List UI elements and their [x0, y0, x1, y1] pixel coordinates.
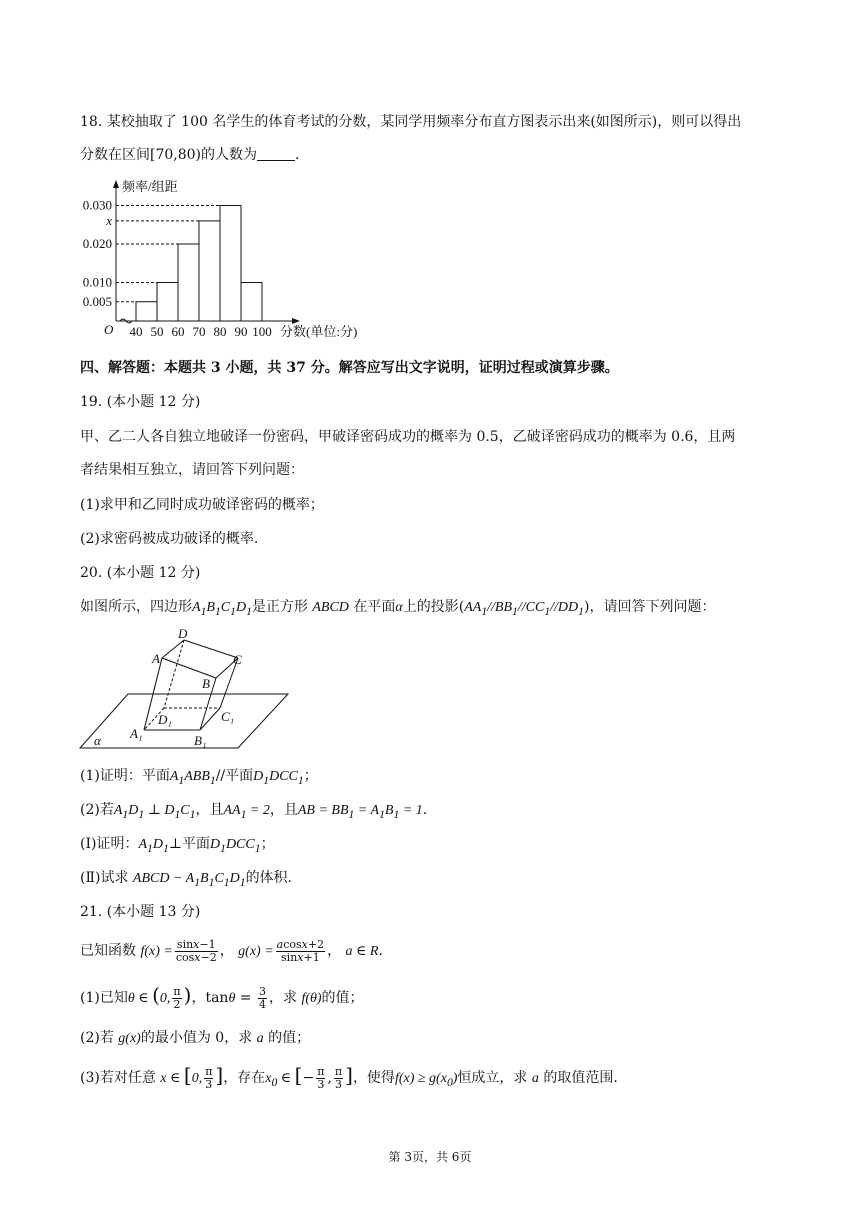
label-C: C [233, 652, 242, 667]
y-tick-label: 0.005 [82, 293, 112, 309]
label-A: A [152, 651, 160, 666]
q19-body2: 者结果相互独立，请回答下列问题： [80, 462, 304, 478]
q21-p2-mid: 的最小值为 0，求 [140, 1030, 253, 1046]
label-C1: C₁ [221, 709, 235, 724]
y-tick-label: 0.020 [82, 236, 112, 251]
histogram-bar [136, 302, 157, 321]
q18-line2-text: 分数在区间[70,80)的人数为 [80, 147, 258, 163]
q21-part1: (1)已知θ ∈ (0, $\frac{\pi}{2}$ )，tanθ = $\frac{3}{4}$ ，求 f(θ)的值； [80, 983, 364, 1011]
q20-p1-mid: //平面 [215, 768, 254, 784]
answer-blank [257, 146, 295, 161]
histogram-bar [220, 206, 241, 322]
y-tick-label: 0.030 [82, 197, 112, 213]
x-tick-label: 70 [192, 324, 206, 339]
q21-intro-text: 已知函数 [80, 943, 136, 959]
q20-body-post: )，请回答下列问题： [583, 599, 716, 615]
label-alpha: α [94, 733, 101, 748]
q20-title: 20. (本小题 12 分) [80, 565, 201, 581]
label-A1: A₁ [130, 726, 143, 741]
label-D1: D₁ [158, 712, 172, 727]
q21-p3-mid3: 恒成立，求 [457, 1070, 528, 1086]
q19-part2: (2)求密码被成功破译的概率. [80, 531, 259, 547]
q21-p3-post: 的取值范围. [543, 1070, 618, 1086]
q20-body [80, 597, 792, 622]
q20-part2: (2)若$A_1D_1$ ⊥ $D_1C_1$，且$AA_1 = 2$，且AB = $BB_1 = A_1B_1 = 1$. [80, 802, 428, 821]
q21-p3-mid: ，存在 [223, 1070, 266, 1086]
math-A1B1C1D1: $A_1B_1C_1D_1$ [192, 600, 252, 618]
histogram-bar [178, 244, 199, 321]
q20-pI-mid: ⊥平面 [168, 836, 210, 852]
math-parallel-edges: $AA_1//BB_1//CC_1//DD_1$ [464, 600, 584, 618]
histogram-bar [241, 283, 262, 322]
q20-p2-mid: ，且 [195, 802, 224, 818]
q19-part1: (1)求甲和乙同时成功破译密码的概率； [80, 497, 324, 513]
q18-line2-end: . [295, 147, 300, 163]
q20-part-II [80, 868, 792, 893]
x-tick-label: 90 [234, 324, 248, 339]
math-solid: ABCD − $A_1B_1C_1D_1$ [132, 871, 246, 889]
q21-p2-post: 的值； [268, 1030, 311, 1046]
histogram-bar [199, 221, 220, 321]
q20-body-mid3: 上的投影( [402, 599, 465, 615]
q20-pII-post: 的体积. [245, 870, 293, 886]
math-A1D1: $A_1D_1$ [138, 837, 169, 855]
q20-body-mid2: 在平面 [353, 599, 396, 615]
section-4-heading: 四、解答题：本题共 3 小题，共 37 分。解答应写出文字说明，证明过程或演算步骤。 [80, 360, 619, 376]
y-tick-label: x [106, 212, 112, 228]
q20-part1: (1)证明：平面$A_1ABB_1//$平面$D_1DCC_1$； [80, 768, 318, 787]
q20-pI-pre: (Ⅰ)证明： [80, 836, 139, 852]
q20-part-I: (Ⅰ)证明：$A_1D_1\perp$平面$D_1DCC_1$； [80, 836, 275, 855]
q19-title: 19. (本小题 12 分) [80, 394, 201, 410]
y-tick-label: 0.010 [82, 274, 112, 290]
histogram-chart [70, 176, 370, 346]
x-tick-label: 50 [150, 324, 164, 339]
math-plane-D1DCC1: $D_1DCC_1$ [253, 769, 304, 787]
origin-label: O [104, 322, 114, 337]
q20-p1-pre: (1)证明：平面 [80, 768, 170, 784]
frac-g: $\frac{acosx+2}{\sin x+1}$ [276, 937, 325, 964]
q21-p1-post: 的值； [321, 990, 364, 1006]
page-footer: 第 3页，共 6页 [388, 1150, 472, 1164]
q18-line2 [80, 145, 792, 165]
x-axis-title: 分数(单位:分) [280, 324, 358, 339]
label-D: D [178, 626, 188, 641]
math-AB-eq: AB = $BB_1 = A_1B_1 = 1$ [297, 803, 423, 821]
q19-body1: 甲、乙二人各自独立地破译一份密码，甲破译密码成功的概率为 0.5，乙破译密码成功的概率为 0.6，且两 [80, 429, 736, 445]
y-axis-arrow [113, 180, 119, 188]
math-A1D1-perp-D1C1: $A_1D_1$ ⊥ $D_1C_1$ [113, 803, 196, 821]
x-tick-label: 60 [171, 324, 185, 339]
q20-pII-pre: (Ⅱ)试求 [80, 870, 129, 886]
q21-intro: 已知函数 f(x) = $\frac{\sin x-1}{\cos x-2}$ ， g(x) = $\frac{acosx+2}{\sin x+1}$ ， a ∈ R. [80, 937, 383, 964]
q20-p2-pre: (2)若 [80, 802, 114, 818]
q21-p3-pre: (3)若对任意 [80, 1070, 156, 1086]
math-plane-A1ABB1: $A_1ABB_1$ [169, 769, 216, 787]
prism-figure [76, 626, 296, 756]
label-B1: B₁ [194, 733, 207, 748]
math-plane-D1DCC1-b: $D_1DCC_1$ [209, 837, 261, 855]
q18-line1: 18. 某校抽取了 100 名学生的体育考试的分数，某同学用频率分布直方图表示出来(如图所示)，则可以得出 [80, 114, 742, 130]
q20-body-mid1: 是正方形 [251, 599, 308, 615]
q21-p2-pre: (2)若 [80, 1030, 114, 1046]
q20-body-pre: 如图所示，四边形 [80, 599, 192, 615]
q21-p1-pre: (1)已知 [80, 990, 128, 1006]
x-tick-label: 80 [213, 324, 227, 339]
plane-alpha [80, 694, 288, 748]
q20-p2-mid2: ，且 [269, 802, 298, 818]
math-AA1-eq-2: $AA_1 = 2$ [223, 803, 270, 821]
y-axis-title: 频率/组距 [122, 179, 178, 194]
q21-part2: (2)若 g(x)的最小值为 0，求 a 的值； [80, 1030, 311, 1046]
q21-p3-mid2: ，使得 [352, 1070, 395, 1086]
math-alpha: α [395, 600, 403, 615]
x-tick-label: 100 [252, 324, 272, 339]
label-B: B [202, 676, 210, 691]
math-ABCD: ABCD [312, 600, 349, 615]
x-tick-label: 40 [129, 324, 143, 339]
frac-f: $\frac{\sin x-1}{\cos x-2}$ [175, 937, 217, 964]
q21-title: 21. (本小题 13 分) [80, 904, 201, 920]
histogram-layer [83, 179, 358, 339]
q21-part3: (3)若对任意 x ∈ [0, $\frac{\pi}{3}$ ]，存在$x_0$ ∈ [− $\frac{\pi}{3}$ , $\frac{\pi}{3}$ ]，使得$f(x) \ge g(x_0)$恒成立，求 a 的取值范围. [80, 1063, 618, 1091]
histogram-bar [157, 283, 178, 322]
